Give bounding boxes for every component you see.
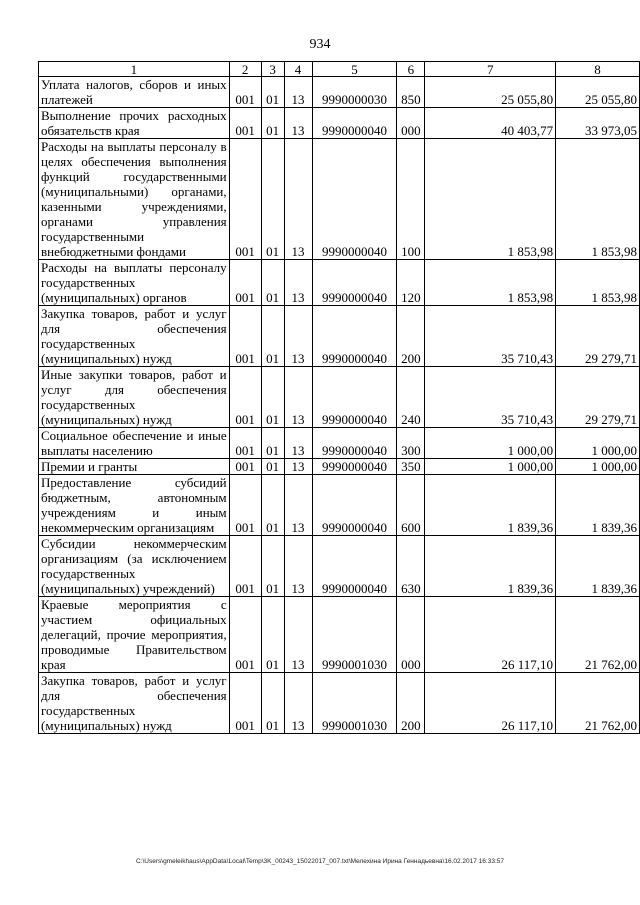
target-article: 9990001030 (312, 597, 397, 673)
section-code: 01 (261, 139, 284, 260)
amount-col-8: 1 839,36 (556, 536, 640, 597)
amount-col-8: 1 853,98 (556, 260, 640, 306)
amount-col-8: 1 000,00 (556, 428, 640, 459)
table-row (39, 139, 640, 260)
table-row (39, 459, 640, 475)
amount-col-7: 35 710,43 (425, 367, 556, 428)
amount-col-8: 29 279,71 (556, 306, 640, 367)
expense-type: 000 (397, 108, 425, 139)
expense-type: 200 (397, 673, 425, 734)
col-header-7: 7 (425, 62, 556, 77)
expense-name-cell (39, 597, 230, 673)
subsection-code: 13 (284, 459, 312, 475)
target-article: 9990000040 (312, 459, 397, 475)
amount-col-8: 1 839,36 (556, 475, 640, 536)
table-row (39, 77, 640, 108)
amount-col-7: 35 710,43 (425, 306, 556, 367)
amount-col-7: 1 853,98 (425, 260, 556, 306)
admin-code: 001 (229, 597, 261, 673)
section-code: 01 (261, 77, 284, 108)
expense-name-cell (39, 139, 230, 260)
expense-type: 600 (397, 475, 425, 536)
table-row (39, 673, 640, 734)
admin-code: 001 (229, 673, 261, 734)
admin-code: 001 (229, 77, 261, 108)
expense-name: Закупка товаров, работ и услуг для обеспечения государственных (муниципальных) нужд (41, 673, 227, 733)
expense-name: Выполнение прочих расходных обязательств края (41, 108, 227, 138)
col-header-4: 4 (284, 62, 312, 77)
target-article: 9990000040 (312, 306, 397, 367)
amount-col-7: 26 117,10 (425, 673, 556, 734)
amount-col-7: 1 853,98 (425, 139, 556, 260)
expense-name: Премии и гранты (41, 459, 138, 474)
amount-col-7: 1 000,00 (425, 459, 556, 475)
admin-code: 001 (229, 475, 261, 536)
subsection-code: 13 (284, 673, 312, 734)
amount-col-7: 40 403,77 (425, 108, 556, 139)
target-article: 9990000040 (312, 260, 397, 306)
expense-name: Расходы на выплаты персоналу государственных (муниципальных) органов (41, 260, 227, 305)
admin-code: 001 (229, 260, 261, 306)
col-header-6: 6 (397, 62, 425, 77)
amount-col-8: 33 973,05 (556, 108, 640, 139)
expense-name-cell (39, 673, 230, 734)
subsection-code: 13 (284, 597, 312, 673)
table-row (39, 367, 640, 428)
expense-name-cell (39, 306, 230, 367)
admin-code: 001 (229, 428, 261, 459)
table-row (39, 536, 640, 597)
table-row (39, 260, 640, 306)
amount-col-8: 21 762,00 (556, 673, 640, 734)
col-header-3: 3 (261, 62, 284, 77)
expense-name: Расходы на выплаты персоналу в целях обеспечения выполнения функций государственными (муниципальными) органами, казенными учреждениями, органами управления государственными внебюджетными фондами (41, 139, 227, 259)
table-row (39, 108, 640, 139)
admin-code: 001 (229, 459, 261, 475)
header-row (39, 62, 640, 77)
budget-table (38, 61, 640, 734)
expense-type: 000 (397, 597, 425, 673)
admin-code: 001 (229, 536, 261, 597)
expense-name: Краевые мероприятия с участием официальных делегаций, прочие мероприятия, проводимые Правительством края (41, 597, 227, 672)
expense-type: 350 (397, 459, 425, 475)
target-article: 9990001030 (312, 673, 397, 734)
target-article: 9990000040 (312, 536, 397, 597)
expense-name-cell (39, 260, 230, 306)
table-row (39, 475, 640, 536)
target-article: 9990000040 (312, 428, 397, 459)
subsection-code: 13 (284, 428, 312, 459)
table-row (39, 428, 640, 459)
expense-type: 100 (397, 139, 425, 260)
target-article: 9990000040 (312, 108, 397, 139)
section-code: 01 (261, 459, 284, 475)
file-path-footer: C:\Users\gmeleikhaus\AppData\Local\Temp\3K_00243_15022017_007.txt\Мелехина Ирина Геннадьевна\16.02.2017 16:33:57 (135, 858, 504, 865)
section-code: 01 (261, 108, 284, 139)
expense-name: Закупка товаров, работ и услуг для обеспечения государственных (муниципальных) нужд (41, 306, 227, 366)
col-header-2: 2 (229, 62, 261, 77)
admin-code: 001 (229, 108, 261, 139)
expense-name: Уплата налогов, сборов и иных платежей (41, 77, 227, 107)
expense-name: Предоставление субсидий бюджетным, автономным учреждениям и иным некоммерческим организациям (41, 475, 227, 535)
expense-name-cell (39, 428, 230, 459)
section-code: 01 (261, 428, 284, 459)
amount-col-8: 25 055,80 (556, 77, 640, 108)
subsection-code: 13 (284, 260, 312, 306)
expense-type: 120 (397, 260, 425, 306)
target-article: 9990000040 (312, 367, 397, 428)
subsection-code: 13 (284, 77, 312, 108)
subsection-code: 13 (284, 108, 312, 139)
subsection-code: 13 (284, 367, 312, 428)
section-code: 01 (261, 536, 284, 597)
admin-code: 001 (229, 367, 261, 428)
expense-name-cell (39, 459, 230, 475)
expense-name-cell (39, 108, 230, 139)
section-code: 01 (261, 260, 284, 306)
amount-col-7: 1 839,36 (425, 475, 556, 536)
amount-col-8: 21 762,00 (556, 597, 640, 673)
section-code: 01 (261, 475, 284, 536)
expense-name-cell (39, 367, 230, 428)
amount-col-7: 1 839,36 (425, 536, 556, 597)
subsection-code: 13 (284, 536, 312, 597)
table-row (39, 306, 640, 367)
expense-type: 200 (397, 306, 425, 367)
expense-name: Субсидии некоммерческим организациям (за исключением государственных (муниципальных) учреждений) (41, 536, 227, 596)
amount-col-7: 1 000,00 (425, 428, 556, 459)
amount-col-8: 29 279,71 (556, 367, 640, 428)
amount-col-7: 26 117,10 (425, 597, 556, 673)
expense-type: 630 (397, 536, 425, 597)
col-header-5: 5 (312, 62, 397, 77)
target-article: 9990000030 (312, 77, 397, 108)
expense-type: 240 (397, 367, 425, 428)
expense-name: Иные закупки товаров, работ и услуг для обеспечения государственных (муниципальных) нужд (41, 367, 227, 427)
subsection-code: 13 (284, 139, 312, 260)
target-article: 9990000040 (312, 139, 397, 260)
expense-name-cell (39, 475, 230, 536)
col-header-1: 1 (39, 62, 230, 77)
subsection-code: 13 (284, 306, 312, 367)
subsection-code: 13 (284, 475, 312, 536)
amount-col-8: 1 000,00 (556, 459, 640, 475)
section-code: 01 (261, 597, 284, 673)
expense-name-cell (39, 77, 230, 108)
expense-name: Социальное обеспечение и иные выплаты населению (41, 428, 227, 458)
page-number: 934 (309, 37, 331, 52)
admin-code: 001 (229, 139, 261, 260)
expense-type: 300 (397, 428, 425, 459)
section-code: 01 (261, 306, 284, 367)
section-code: 01 (261, 367, 284, 428)
expense-name-cell (39, 536, 230, 597)
expense-type: 850 (397, 77, 425, 108)
section-code: 01 (261, 673, 284, 734)
amount-col-7: 25 055,80 (425, 77, 556, 108)
col-header-8: 8 (556, 62, 640, 77)
target-article: 9990000040 (312, 475, 397, 536)
amount-col-8: 1 853,98 (556, 139, 640, 260)
admin-code: 001 (229, 306, 261, 367)
table-row (39, 597, 640, 673)
